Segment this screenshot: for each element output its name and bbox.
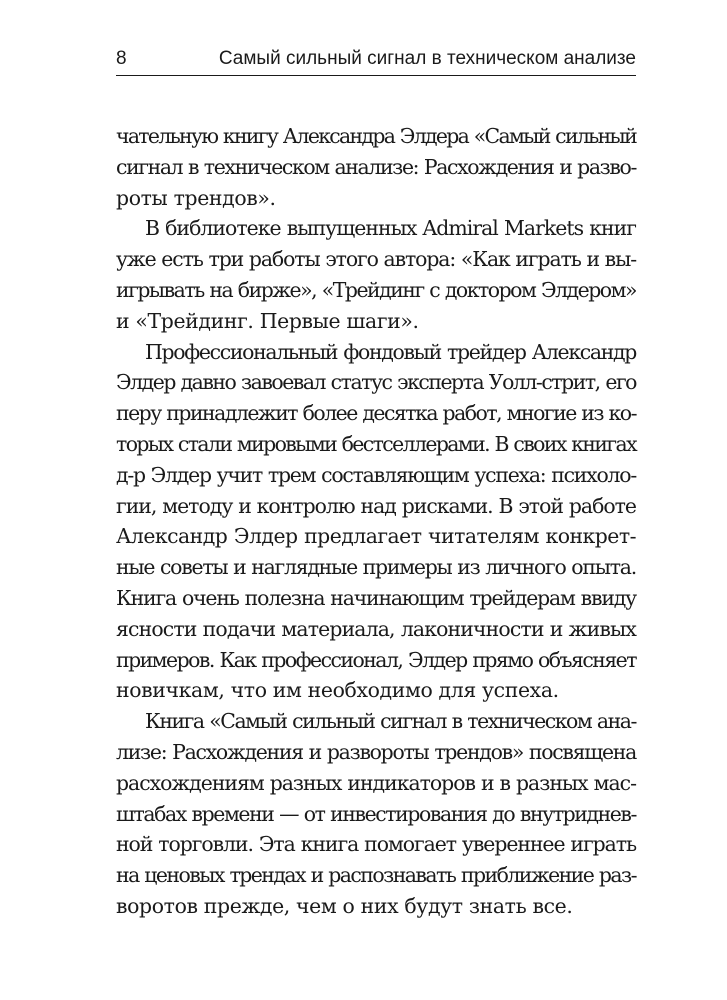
text-line: ной торговли. Эта книга помогает увереннее играть	[116, 832, 636, 857]
text-line: торых стали мировыми бестселлерами. В своих книгах	[116, 431, 636, 456]
text-line: перу принадлежит более десятка работ, многие из ко-	[116, 401, 636, 426]
body-text	[116, 121, 636, 922]
text-line: роты трендов».	[116, 185, 276, 210]
paragraph	[116, 213, 636, 336]
text-line: и «Трейдинг. Первые шаги».	[116, 308, 419, 333]
text-line: штабах времени — от инвестирования до внутриднев-	[116, 801, 636, 826]
text-line: гии, методу и контролю над рисками. В этой работе	[116, 493, 636, 518]
text-line: ясности подачи материала, лаконичности и живых	[116, 616, 636, 641]
text-line: д-р Элдер учит трем составляющим успеха: психоло-	[116, 462, 636, 487]
text-line: чательную книгу Александра Элдера «Самый сильный	[116, 124, 636, 148]
header-rule	[116, 75, 636, 76]
text-line: Профессиональный фондовый трейдер Александр	[145, 339, 636, 364]
text-line: Книга очень полезна начинающим трейдерам ввиду	[116, 585, 636, 610]
text-line: на ценовых трендах и распознавать приближение раз-	[116, 863, 636, 888]
text-line: воротов прежде, чем о них будут знать все.	[116, 893, 573, 918]
text-line: расхождениям разных индикаторов и в разных мас-	[116, 770, 636, 795]
text-line: сигнал в техническом анализе: Расхождения и разво-	[116, 154, 636, 179]
text-line: Александр Элдер предлагает читателям конкрет-	[116, 524, 636, 549]
text-line: новичкам, что им необходимо для успеха.	[116, 678, 559, 703]
running-head	[116, 44, 636, 72]
text-line: Книга «Самый сильный сигнал в техническом ана-	[145, 709, 636, 734]
running-title: Самый сильный сигнал в техническом анализе	[218, 48, 636, 69]
paragraph	[116, 337, 636, 707]
text-line: примеров. Как профессионал, Элдер прямо объясняет	[116, 647, 636, 672]
text-line: уже есть три работы этого автора: «Как играть и вы-	[116, 247, 636, 272]
text-line: ные советы и наглядные примеры из личного опыта.	[116, 555, 636, 580]
text-line: игрывать на бирже», «Трейдинг с доктором Элдером»	[116, 277, 636, 302]
text-line: В библиотеке выпущенных Admiral Markets книг	[145, 216, 636, 241]
paragraph	[116, 121, 636, 213]
page-number: 8	[116, 48, 127, 69]
text-line: лизе: Расхождения и развороты трендов» посвящена	[116, 739, 636, 764]
paragraph	[116, 706, 636, 922]
text-line: Элдер давно завоевал статус эксперта Уолл-стрит, его	[116, 370, 636, 395]
